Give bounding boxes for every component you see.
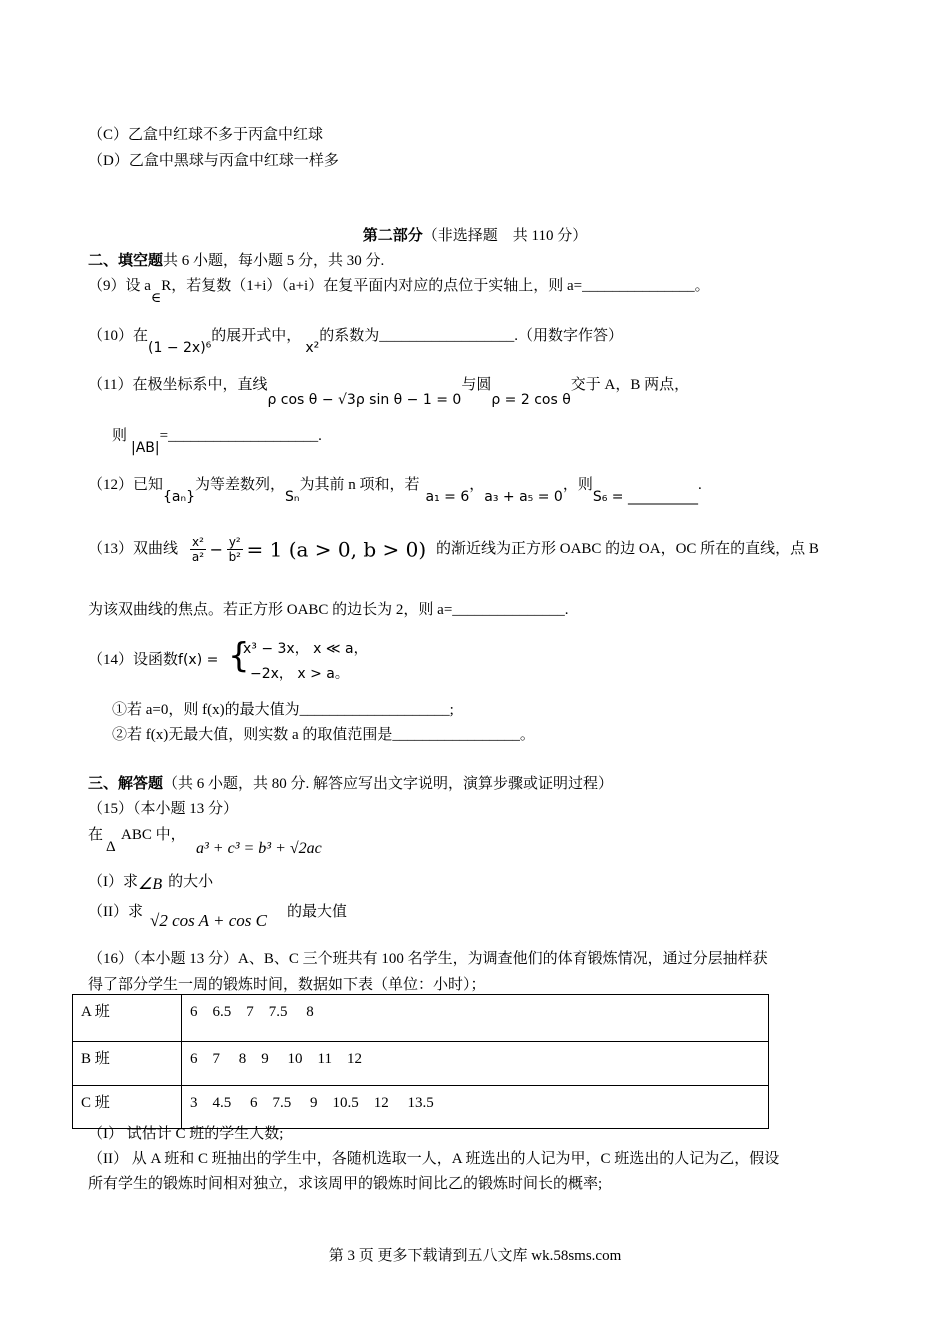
q11-blank: =____________________.	[159, 428, 322, 444]
q10-text-a: （10）在	[88, 328, 149, 344]
q15-part1-a: （I）求	[88, 874, 138, 890]
q11-text-a: （11）在极坐标系中，直线	[88, 377, 268, 393]
q16-part1: （I） 试估计 C 班的学生人数;	[88, 1126, 284, 1142]
q15-part1	[88, 873, 213, 891]
q12-s6: S₆ = __________	[592, 489, 698, 505]
q15-abc: ABC 中，	[121, 827, 186, 843]
q14-case-1: x³ − 3x， x ≪ a，	[243, 641, 368, 657]
q12-a3a5: a₃ + a₅ = 0	[484, 489, 563, 505]
q15-title: （15）（本小题 13 分）	[88, 801, 239, 817]
table-cell-class: C 班	[73, 1086, 182, 1129]
q11-text-c: 交于 A，B 两点，	[570, 377, 690, 393]
q13-rhs: = 1 (a > 0, b > 0)	[246, 537, 427, 562]
q11-answer	[112, 427, 322, 456]
q10	[88, 327, 623, 356]
fill-heading	[88, 252, 384, 270]
q15-stem	[88, 826, 103, 844]
q16-line2: 得了部分学生一周的锻炼时间，数据如下表（单位：小时）；	[88, 977, 486, 993]
q15-part1-end: 的大小	[168, 874, 214, 890]
solve-heading-label: 三、解答题	[88, 776, 164, 792]
q11-then: 则	[112, 428, 128, 444]
q12-sn: Sₙ	[285, 489, 300, 505]
q13-num1: x²	[192, 535, 204, 549]
fill-heading-label: 二、填空题	[88, 253, 164, 269]
table-cell-class: B 班	[73, 1042, 182, 1086]
q11-circle-eq: ρ = 2 cos θ	[491, 392, 571, 408]
q16-line1: （16）（本小题 13 分）A、B、C 三个班共有 100 名学生，为调查他们的体育锻炼情况，通过分层抽样获	[88, 951, 768, 967]
q15-part2-a: （II）求	[88, 904, 143, 920]
q13-minus: −	[209, 540, 224, 559]
q15-expression: √2 cos A + cos C	[150, 911, 267, 930]
q15-part2-end: 的最大值	[287, 904, 348, 920]
q12-sequence: {aₙ}	[163, 489, 195, 505]
q13-text-b: 的渐近线为正方形 OABC 的边 OA，OC 所在的直线，点 B	[436, 541, 819, 557]
exercise-table	[72, 994, 769, 1129]
q12	[88, 476, 702, 505]
q13-frac-x	[190, 535, 206, 564]
q16-part2-line2: 所有学生的锻炼时间相对独立，求该周甲的锻炼时间比乙的锻炼时间长的概率;	[88, 1176, 603, 1192]
q15-equation: a³ + c³ = b³ + √2ac	[196, 840, 322, 857]
solve-heading-rest: （共 6 小题，共 80 分. 解答应写出文字说明，演算步骤或证明过程）	[163, 776, 614, 792]
angle-b: ∠B	[138, 876, 163, 893]
q14-fx: f(x) =	[178, 652, 219, 668]
option-d: （D）乙盒中黑球与丙盒中红球一样多	[88, 153, 339, 169]
q12-text-c: 为其前 n 项和，若	[299, 477, 420, 493]
q10-text-c: 的系数为__________________.（用数字作答）	[319, 328, 623, 344]
part2-title	[0, 227, 950, 245]
q9-text-b: R，若复数（1+i）（a+i）在复平面内对应的点位于实轴上，则 a=_______________。	[161, 278, 710, 294]
q16-part2-line1: （II） 从 A 班和 C 班抽出的学生中，各随机选取一人，A 班选出的人记为甲，C 班选出的人记为乙，假设	[88, 1151, 780, 1167]
part2-subtitle: （非选择题 共 110 分）	[422, 228, 588, 244]
q15-part2	[88, 903, 143, 921]
option-c: （C）乙盒中红球不多于丙盒中红球	[88, 127, 324, 143]
q13-equation	[190, 535, 426, 564]
q14-text-a: （14）设函数	[88, 652, 179, 668]
table-cell-values: 3 4.5 6 7.5 9 10.5 12 13.5	[182, 1086, 769, 1129]
q13-frac-y	[227, 535, 243, 564]
triangle-symbol: Δ	[106, 839, 116, 855]
q13-text-a: （13）双曲线	[88, 541, 179, 557]
q12-text-b: 为等差数列，	[195, 477, 286, 493]
q10-binomial: (1 − 2x)⁶	[148, 340, 212, 356]
table-row	[73, 1042, 769, 1086]
q15-in: 在	[88, 827, 104, 843]
q11	[88, 376, 690, 408]
page-footer: 第 3 页 更多下载请到五八文库 wk.58sms.com	[328, 1248, 622, 1264]
q14-case-2: −2x， x > a。	[250, 666, 349, 682]
q9-text-a: （9）设 a	[88, 278, 151, 294]
q10-x2: x²	[305, 340, 320, 356]
q12-a1: a₁ = 6	[425, 489, 470, 505]
q12-text-d: ，则	[562, 477, 593, 493]
q14-part1: ①若 a=0，则 f(x)的最大值为____________________;	[112, 702, 454, 718]
solve-heading	[88, 775, 613, 793]
part2-title-main: 第二部分	[362, 228, 423, 244]
q12-comma: ，	[469, 477, 485, 493]
q13-num2: y²	[228, 535, 241, 549]
q10-text-b: 的展开式中，	[211, 328, 302, 344]
q14-label	[88, 651, 218, 669]
fill-heading-rest: 共 6 小题，每小题 5 分，共 30 分.	[163, 253, 385, 269]
table-row	[73, 995, 769, 1042]
table-cell-values: 6 6.5 7 7.5 8	[182, 995, 769, 1042]
q14-part2: ②若 f(x)无最大值，则实数 a 的取值范围是_________________。	[112, 727, 535, 743]
table-cell-values: 6 7 8 9 10 11 12	[182, 1042, 769, 1086]
q13-text-c: 为该双曲线的焦点。若正方形 OABC 的边长为 2，则 a=_______________.	[88, 602, 569, 618]
table-row	[73, 1086, 769, 1129]
q11-text-b: 与圆	[461, 377, 492, 393]
element-of-symbol: ∈	[150, 291, 162, 306]
q13	[88, 540, 178, 558]
q12-text-a: （12）已知	[88, 477, 164, 493]
table-cell-class: A 班	[73, 995, 182, 1042]
q9	[88, 277, 710, 306]
q14-brace: {	[228, 636, 250, 676]
q13-den2: b²	[228, 550, 241, 564]
q11-ab: |AB|	[131, 440, 160, 456]
q12-end: .	[697, 477, 702, 493]
q11-line-eq: ρ cos θ − √3ρ sin θ − 1 = 0	[267, 392, 462, 408]
q13-den1: a²	[191, 550, 205, 564]
